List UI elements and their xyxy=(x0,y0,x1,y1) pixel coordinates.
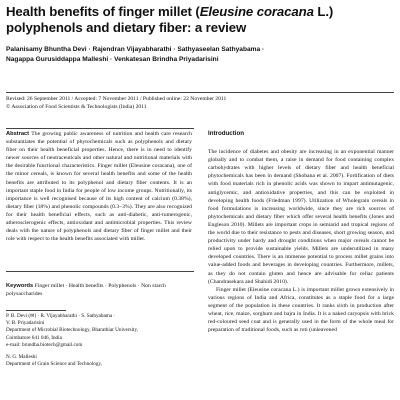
introduction-paragraph: Finger millet (Eleusine coracana L.) is important millet grown extensively in various regions of India and Africa, constitutes as a staple food for a large segment of the population in these countries. It ranks sixth in production after wheat, rice, maize, sorghum and bajra in India. It is a naked caryopsis with brick red-coloured seed coat and is generally used in the form of the whole meal for preparation of traditional foods, such as roti (unleavened xyxy=(208,286,394,334)
introduction-heading: Introduction xyxy=(208,130,245,137)
introduction-paragraph: The incidence of diabetes and obesity are increasing in an exponential manner globally and to combat them, a raise in demand for food containing complex carbohydrates with higher levels of dietary fiber and health beneficial phytochemicals has been in demand (Shobana et al. 2007). Fortification of diets with food materials rich in phenolic acids was shown to impart antimutagenic, antiglycemic, and antioxidative properties, and this can be exploited in developing health foods (Friedman 1997). Utilization of Wholegrain cereals in food formulations is increasing worldwide, since they are rich sources of phytochemicals and dietary fiber which offer several health benefits (Jones and Engleson 2010). Millets are important crops in semiarid and tropical regions of the world due to their resistance to pests and diseases, short growing season, and productivity under hardy and drought conditions when major cereals cannot be relied upon to provide sustainable yields. Millets are underutilized in many developed countries. There is an immense potential to process millet grains into value-added foods and beverages in developing countries. Furthermore, millets, as they do not contain gluten and hence are advisable for celiac patients (Chandrasekara and Shahidi 2010). xyxy=(208,149,394,285)
footnote-rule xyxy=(6,310,66,311)
title-species-name: Eleusine coracana xyxy=(199,4,314,19)
keywords-heading: Keywords xyxy=(6,283,34,289)
footnote-line: Coimbatore 641 046, India xyxy=(6,334,62,341)
author-affiliations xyxy=(6,313,194,368)
footnote-line: N. G. Malleshi xyxy=(6,354,37,361)
abstract-paragraph xyxy=(6,130,192,243)
footnote-line: Department of Grain Science and Technology, xyxy=(6,361,103,368)
keywords-block xyxy=(6,282,194,298)
copyright-line: © Association of Food Scientists & Technologists (India) 2011 xyxy=(6,104,147,110)
publication-dates xyxy=(6,95,394,111)
keywords-text: Finger millet · Health benefits · Polyphenols · Non starch polysaccharides xyxy=(6,283,166,298)
abstract-text: The growing public awareness of nutrition and health care research substantiates the potential of phytochemicals such as polyphenols and dietary fiber on their health beneficial properties. Hence, there is in need to identify newer sources of neutraceuticals and other natural and nutritional materials with the desirable functional characteristics. Finger millet (Eleusine coracana), one of the minor cereals, is known for several health benefits and some of the health benefits are attributed to its polyphenol and dietary fiber contents. It is an important staple food in India for people of low income groups. Nutritionally, its importance is well recognised because of its high content of calcium (0.38%), dietary fiber (18%) and phenolic compounds (0.3–3%). They are also recognized for their health beneficial effects, such as anti-diabetic, anti-tumerogenic, atherosclerogenic effects, antioxidant and antimicrobial properties. This review deals with the nature of polyphenols and dietary fiber of finger millet and their role with respect to the health benefits associated with millet. xyxy=(6,131,192,243)
author-list: Palanisamy Bhuntha Devi · Rajendran Vijayabharathi · Sathyaseelan Sathyabama · Nagappa Gurusiddappa Malleshi · Venkatesan Brindha Priyadarisini xyxy=(6,46,265,63)
footnote-line: P. B. Devi (✉) · R. Vijayabharathi · S. Sathyabama · xyxy=(6,313,116,319)
introduction-column xyxy=(208,130,394,334)
footnote-line: V. B. Priyadarisini xyxy=(6,320,45,327)
footnote-line: Department of Microbial Biotechnology, Bharathiar University, xyxy=(6,327,139,334)
footnote-email[interactable]: e-mail: brundha.biotech@gmail.com xyxy=(6,341,83,348)
paper-title: Health benefits of finger millet (Eleusine coracana L.) polyphenols and dietary fiber: a review xyxy=(6,4,334,35)
dates-line: Revised: 26 September 2011 / Accepted: 7 November 2011 / Published online: 22 November 2011 xyxy=(6,96,227,102)
abstract-column xyxy=(6,130,192,243)
abstract-heading: Abstract xyxy=(6,131,30,137)
header-rule xyxy=(6,92,394,93)
